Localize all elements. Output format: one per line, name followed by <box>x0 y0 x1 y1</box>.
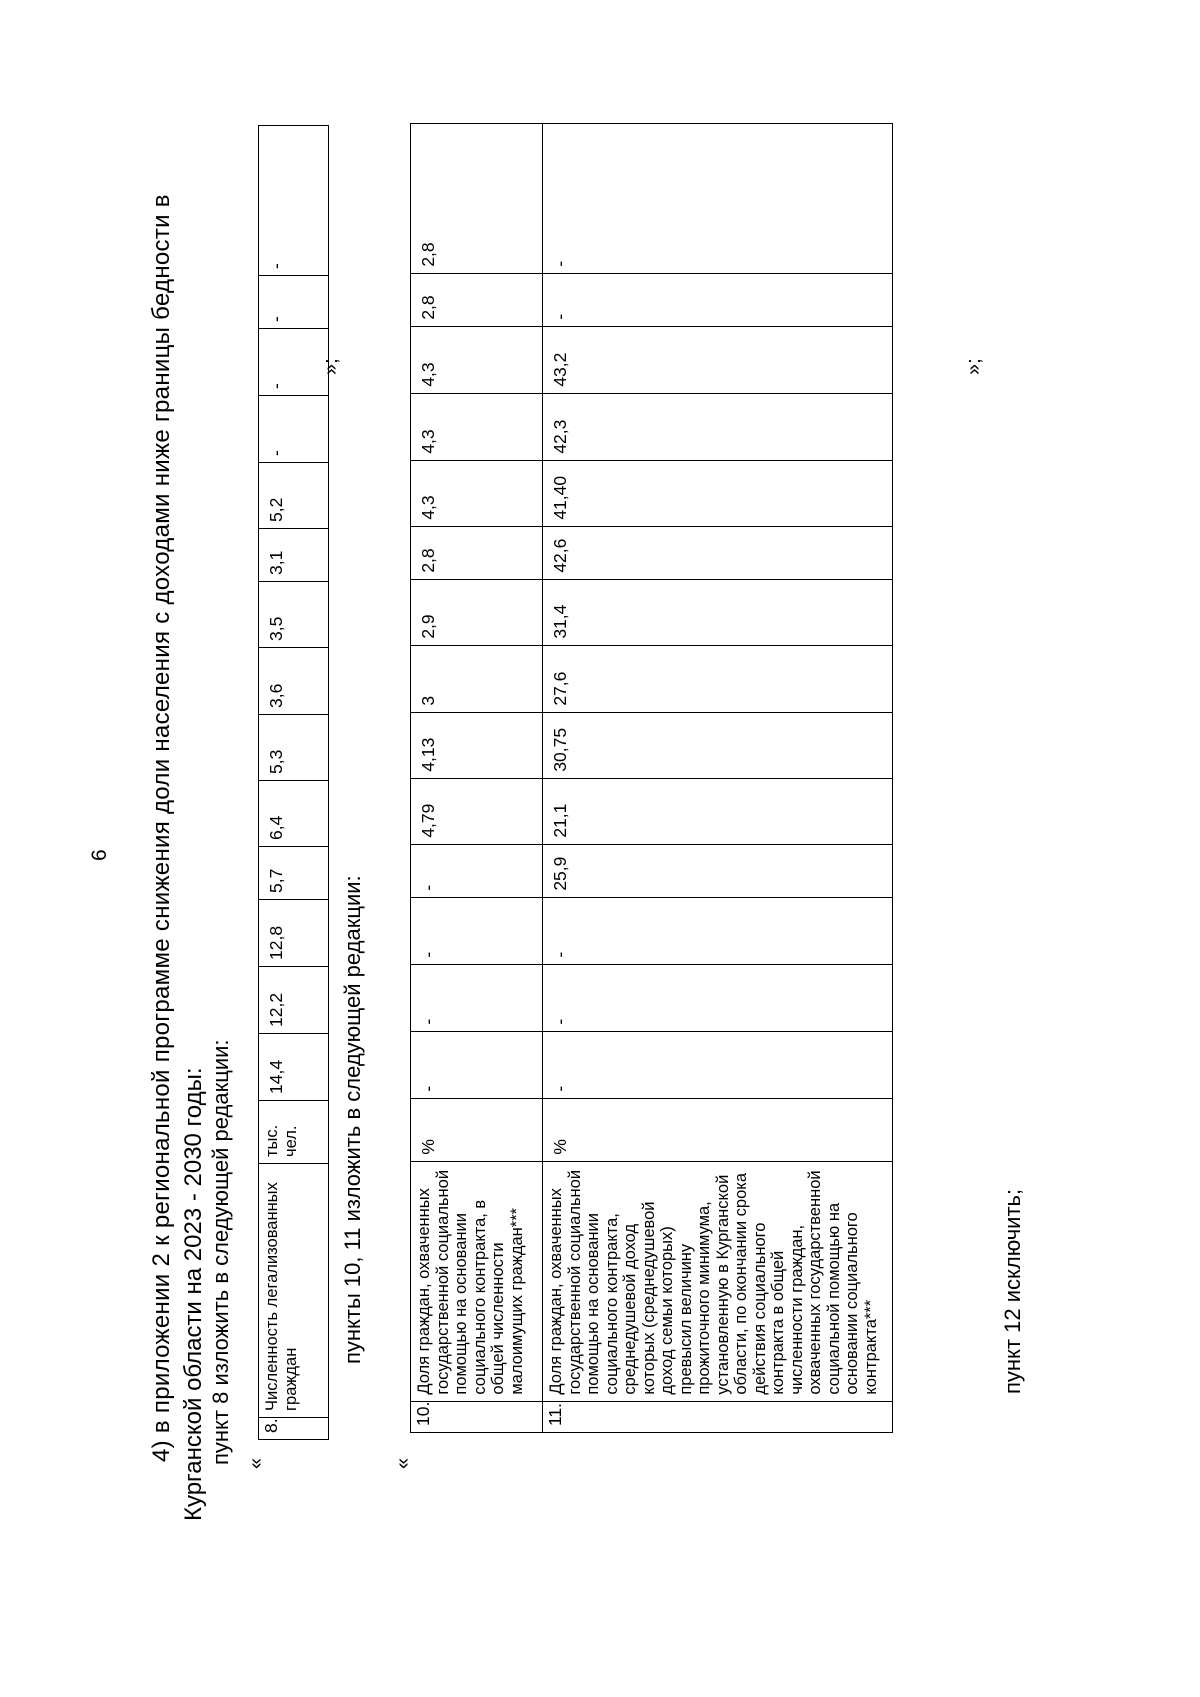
value-cell: - <box>411 844 543 897</box>
value-cell: 25,9 <box>543 844 893 897</box>
value-cell: 27,6 <box>543 645 893 712</box>
intro-line-2: Курганской области на 2023 - 2030 годы: <box>180 1067 207 1521</box>
closing-quote-item-8: »; <box>320 358 342 375</box>
value-cell: 12,2 <box>259 967 329 1034</box>
value-cell: - <box>543 964 893 1031</box>
opening-quote-item-8: « <box>245 1457 267 1469</box>
value-cell: 5,2 <box>259 463 329 529</box>
value-cell: - <box>543 123 893 273</box>
intro-line-3: пункт 8 изложить в следующей редакции: <box>208 1039 233 1465</box>
opening-quote-items-10-11: « <box>392 1457 414 1469</box>
unit-cell: % <box>411 1098 543 1161</box>
value-cell: 4,3 <box>411 460 543 526</box>
value-cell: 4,3 <box>411 326 543 393</box>
item-8-table <box>258 125 329 1440</box>
value-cell: 31,4 <box>543 579 893 645</box>
value-cell: 3,6 <box>259 648 329 715</box>
value-cell: 14,4 <box>259 1034 329 1101</box>
unit-cell: % <box>543 1098 893 1161</box>
value-cell: 42,3 <box>543 393 893 460</box>
value-cell: - <box>411 1031 543 1098</box>
closing-quote-items-10-11: »; <box>963 358 985 375</box>
table-row <box>259 126 329 1440</box>
value-cell: 2,8 <box>411 526 543 579</box>
value-cell: 2,8 <box>411 123 543 273</box>
value-cell: 43,2 <box>543 326 893 393</box>
value-cell: 2,8 <box>411 273 543 326</box>
items-10-11-table <box>410 123 893 1433</box>
value-cell: - <box>543 273 893 326</box>
value-cell: 6,4 <box>259 781 329 847</box>
value-cell: 5,3 <box>259 715 329 781</box>
value-cell: - <box>543 1031 893 1098</box>
value-cell: 3,5 <box>259 582 329 648</box>
value-cell: 3,1 <box>259 529 329 582</box>
value-cell: 4,3 <box>411 393 543 460</box>
value-cell: - <box>259 126 329 276</box>
indicator-name: Доля граждан, охваченных государственной социальной помощью на основании социального контракта, среднедушевой доход которых (среднедушевой доход семьи которых) превысил величину прожиточного минимума, установленную в Курганской области, по окончании срока действия социального контракта в общей численности граждан, охваченных государственной социальной помощью на основании социального контракта*** <box>543 1161 893 1401</box>
unit-cell: тыс. чел. <box>259 1101 329 1164</box>
value-cell: 4,13 <box>411 712 543 778</box>
value-cell: 30,75 <box>543 712 893 778</box>
value-cell: - <box>259 396 329 463</box>
value-cell: 3 <box>411 645 543 712</box>
value-cell: 4,79 <box>411 778 543 844</box>
value-cell: 5,7 <box>259 847 329 900</box>
row-number: 10. <box>411 1401 543 1432</box>
paragraph-item-12: пункт 12 исключить; <box>1000 1188 1025 1394</box>
value-cell: - <box>259 276 329 329</box>
row-number: 8. <box>259 1418 329 1440</box>
value-cell: 21,1 <box>543 778 893 844</box>
paragraph-items-10-11: пункты 10, 11 изложить в следующей редакции: <box>340 875 365 1364</box>
page-number: 6 <box>88 849 111 861</box>
value-cell: 42,6 <box>543 526 893 579</box>
value-cell: 12,8 <box>259 900 329 967</box>
value-cell: - <box>411 897 543 964</box>
table-row <box>543 123 893 1432</box>
row-number: 11. <box>543 1401 893 1432</box>
value-cell: - <box>543 897 893 964</box>
value-cell: - <box>259 329 329 396</box>
indicator-name: Численность легализованных граждан <box>259 1164 329 1418</box>
value-cell: - <box>411 964 543 1031</box>
value-cell: 2,9 <box>411 579 543 645</box>
value-cell: 41,40 <box>543 460 893 526</box>
table-row <box>411 123 543 1432</box>
intro-line-1: 4) в приложении 2 к региональной программе снижения доли населения с доходами ниже границы бедности в <box>148 194 175 1462</box>
indicator-name: Доля граждан, охваченных государственной социальной помощью на основании социального контракта, в общей численности малоимущих граждан*** <box>411 1161 543 1401</box>
